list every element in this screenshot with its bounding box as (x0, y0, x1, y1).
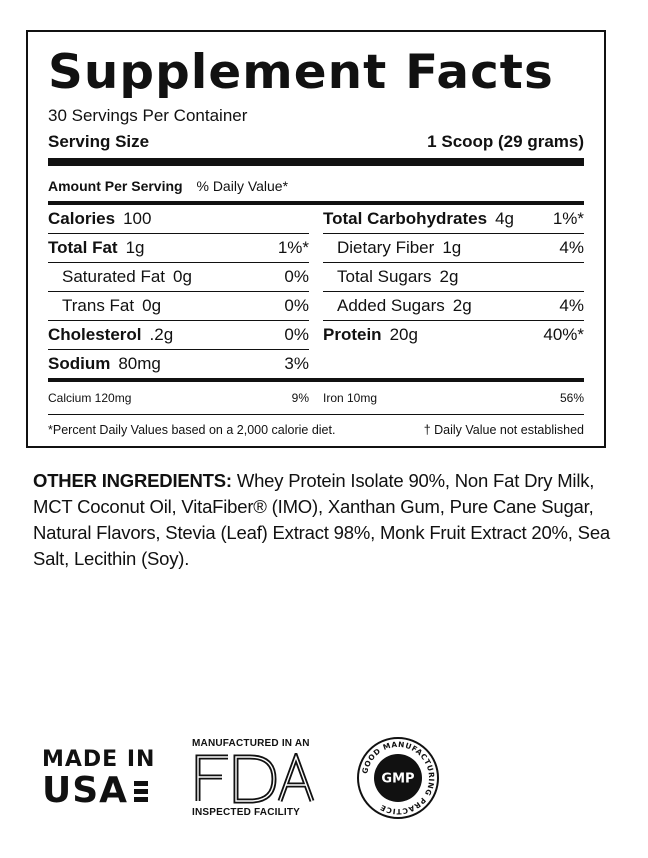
nutrient-label (48, 350, 161, 378)
servings-per-container: 30 Servings Per Container (48, 106, 248, 125)
nutrient-name: Added Sugars (337, 296, 445, 315)
nutrient-label (323, 292, 472, 320)
nutrient-row (48, 263, 309, 292)
nutrient-columns (48, 205, 584, 378)
certification-badges (0, 730, 648, 840)
serving-size-label: Serving Size (48, 132, 150, 151)
nutrient-row (48, 350, 309, 378)
serving-size-value: 1 Scoop (29 grams) (427, 132, 584, 151)
nutrient-daily-value: 4% (559, 238, 584, 257)
nutrient-amount: 2g (452, 296, 472, 315)
footnote-daily-values: *Percent Daily Values based on a 2,000 calorie diet. (48, 423, 336, 437)
nutrient-name: Saturated Fat (62, 267, 166, 286)
nutrient-row (323, 321, 584, 349)
nutrient-row (323, 263, 584, 292)
nutrient-daily-value: 1%* (277, 238, 309, 257)
gmp-center-text: GMP (381, 771, 415, 787)
nutrient-daily-value: 4% (559, 296, 584, 315)
nutrient-daily-value: 0% (284, 325, 309, 344)
nutrient-name: Calories (48, 209, 116, 228)
nutrient-name: Total Sugars (337, 267, 432, 286)
nutrient-amount: 1g (125, 238, 145, 257)
nutrient-row (48, 292, 309, 321)
ingredients-heading: OTHER INGREDIENTS: (33, 470, 232, 491)
nutrient-name: Dietary Fiber (337, 238, 435, 257)
footnotes (48, 423, 584, 437)
amount-per-serving-row (48, 166, 584, 201)
nutrient-label (323, 263, 458, 291)
nutrient-row (48, 321, 309, 350)
nutrient-label (48, 292, 161, 320)
mineral-iron (323, 382, 584, 414)
nutrient-name: Total Fat (48, 238, 118, 257)
nutrient-amount: 100 (123, 209, 152, 228)
ingredients-text: Whey Protein Isolate 90%, Non Fat Dry Milk, MCT Coconut Oil, VitaFiber® (IMO), Xanthan Gum, Pure Cane Sugar, Natural Flavors, Stevia (Leaf) Extract 98%, Monk Fruit Extract 20%, Sea Salt, Lecithin (Soy). (33, 470, 610, 569)
mineral-dv: 9% (291, 391, 309, 405)
nutrient-name: Sodium (48, 354, 111, 373)
nutrient-label (48, 205, 151, 233)
nutrient-row (48, 205, 309, 234)
nutrient-daily-value: 40%* (543, 325, 584, 344)
made-in-text: MADE IN (42, 747, 156, 772)
nutrient-amount: 0g (173, 267, 192, 286)
nutrient-amount: .2g (149, 325, 174, 344)
nutrient-column-left (48, 205, 309, 378)
minerals-row (48, 382, 584, 415)
footnote-not-established: † Daily Value not established (423, 423, 584, 437)
nutrient-daily-value: 3% (284, 354, 309, 373)
panel-title: Supplement Facts (48, 45, 554, 100)
gmp-seal-icon (356, 736, 440, 820)
nutrient-amount: 80mg (118, 354, 161, 373)
nutrient-name: Trans Fat (62, 296, 135, 315)
nutrient-label (323, 321, 418, 349)
other-ingredients (33, 468, 613, 572)
divider-thick (48, 158, 584, 166)
nutrient-name: Cholesterol (48, 325, 142, 344)
nutrient-row (48, 234, 309, 263)
fda-badge (192, 738, 328, 818)
gmp-ring-text: GOOD MANUFACTURING PRACTICE (360, 739, 437, 817)
nutrient-name: Protein (323, 325, 382, 344)
fda-logo-icon (192, 753, 316, 805)
fda-bottom-text: INSPECTED FACILITY (192, 807, 301, 818)
usa-row (42, 772, 155, 810)
nutrient-amount: 1g (442, 238, 462, 257)
nutrient-amount: 2g (439, 267, 459, 286)
usa-text: USA (42, 770, 129, 811)
flag-stripes-icon (134, 778, 148, 805)
nutrient-daily-value: 0% (284, 267, 309, 286)
nutrient-label (323, 205, 514, 233)
nutrient-amount: 4g (495, 209, 514, 228)
nutrient-label (48, 263, 192, 291)
mineral-calcium (48, 382, 309, 414)
made-in-usa-logo (42, 748, 155, 810)
serving-size-row (48, 132, 584, 152)
nutrient-label (323, 234, 461, 262)
nutrient-label (48, 321, 173, 349)
nutrient-amount: 0g (142, 296, 162, 315)
mineral-label: Iron 10mg (323, 391, 378, 405)
nutrient-column-right (323, 205, 584, 378)
nutrient-label (48, 234, 145, 262)
nutrient-daily-value: 0% (284, 296, 309, 315)
supplement-facts-panel (26, 30, 606, 448)
nutrient-row (323, 292, 584, 321)
mineral-label: Calcium 120mg (48, 391, 132, 405)
nutrient-name: Total Carbohydrates (323, 209, 488, 228)
nutrient-row (323, 234, 584, 263)
nutrient-amount: 20g (389, 325, 418, 344)
daily-value-label: % Daily Value* (196, 178, 289, 194)
fda-top-text: MANUFACTURED IN AN (192, 738, 310, 749)
panel-inner (48, 32, 584, 437)
gmp-seal (356, 736, 440, 825)
mineral-dv: 56% (559, 391, 584, 405)
nutrient-row (323, 205, 584, 234)
amount-per-serving-label: Amount Per Serving (48, 178, 183, 194)
nutrient-daily-value: 1%* (552, 209, 584, 228)
